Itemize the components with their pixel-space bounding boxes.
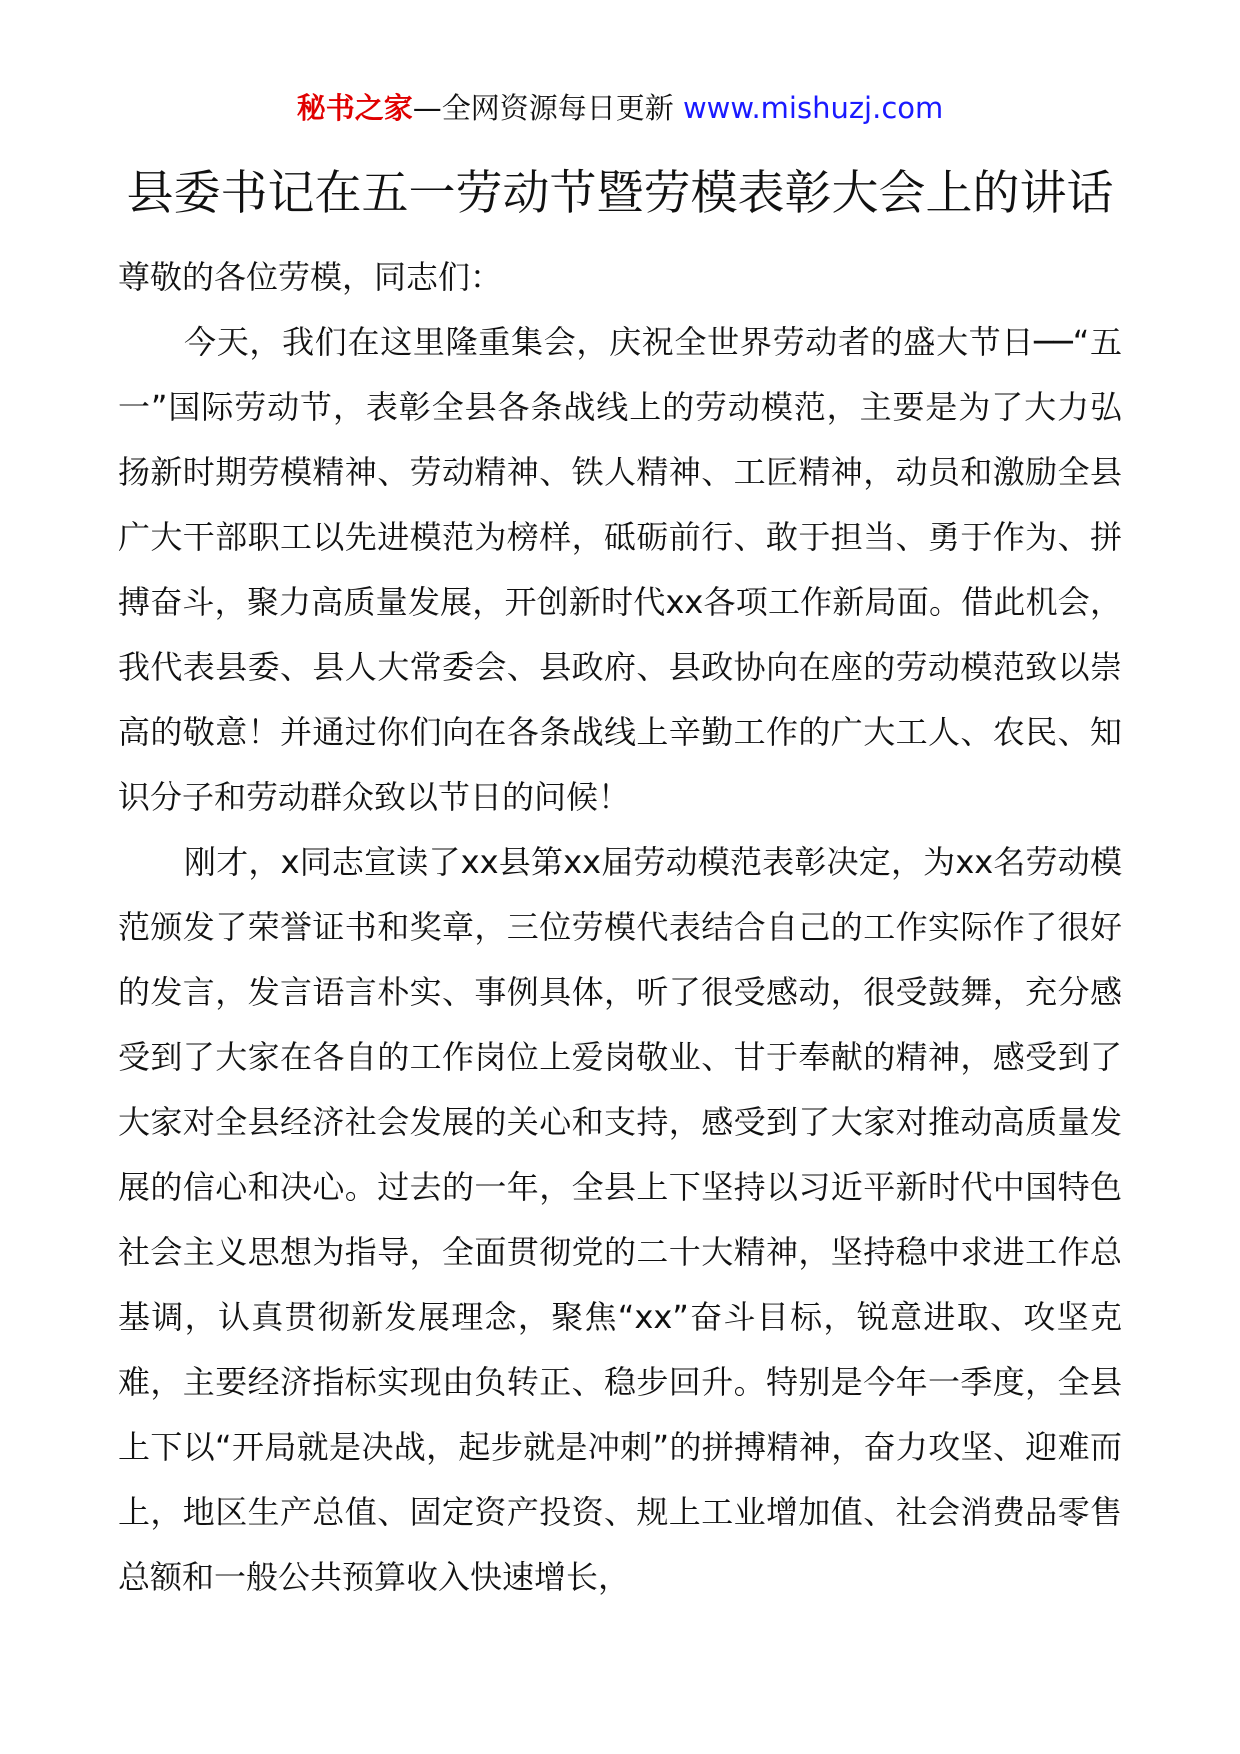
site-tagline: —全网资源每日更新	[412, 91, 683, 125]
paragraph-2: 刚才，x同志宣读了xx县第xx届劳动模范表彰决定，为xx名劳动模范颁发了荣誉证书和奖章，三位劳模代表结合自己的工作实际作了很好的发言，发言语言朴实、事例具体，听了很受感动，很受鼓舞，充分感受到了大家在各自的工作岗位上爱岗敬业、甘于奉献的精神，感受到了大家对全县经济社会发展的关心和支持，感受到了大家对推动高质量发展的信心和决心。过去的一年，全县上下坚持以习近平新时代中国特色社会主义思想为指导，全面贯彻党的二十大精神，坚持稳中求进工作总基调，认真贯彻新发展理念，聚焦“xx”奋斗目标，锐意进取、攻坚克难，主要经济指标实现由负转正、稳步回升。特别是今年一季度，全县上下以“开局就是决战，起步就是冲刺”的拼搏精神，奋力攻坚、迎难而上，地区生产总值、固定资产投资、规上工业增加值、社会消费品零售总额和一般公共预算收入快速增长，	[118, 843, 1122, 1596]
site-header	[0, 86, 1240, 130]
document-body	[118, 245, 1122, 1610]
salutation: 尊敬的各位劳模，同志们：	[118, 258, 503, 296]
site-brand: 秘书之家	[296, 91, 413, 125]
site-url-link[interactable]: www.mishuzj.com	[682, 91, 944, 125]
document-title: 县委书记在五一劳动节暨劳模表彰大会上的讲话	[126, 166, 1114, 221]
paragraph-1: 今天，我们在这里隆重集会，庆祝全世界劳动者的盛大节日──“五一”国际劳动节，表彰全县各条战线上的劳动模范，主要是为了大力弘扬新时期劳模精神、劳动精神、铁人精神、工匠精神，动员和激励全县广大干部职工以先进模范为榜样，砥砺前行、敢于担当、勇于作为、拼搏奋斗，聚力高质量发展，开创新时代xx各项工作新局面。借此机会，我代表县委、县人大常委会、县政府、县政协向在座的劳动模范致以崇高的敬意！并通过你们向在各条战线上辛勤工作的广大工人、农民、知识分子和劳动群众致以节日的问候！	[118, 323, 1122, 816]
